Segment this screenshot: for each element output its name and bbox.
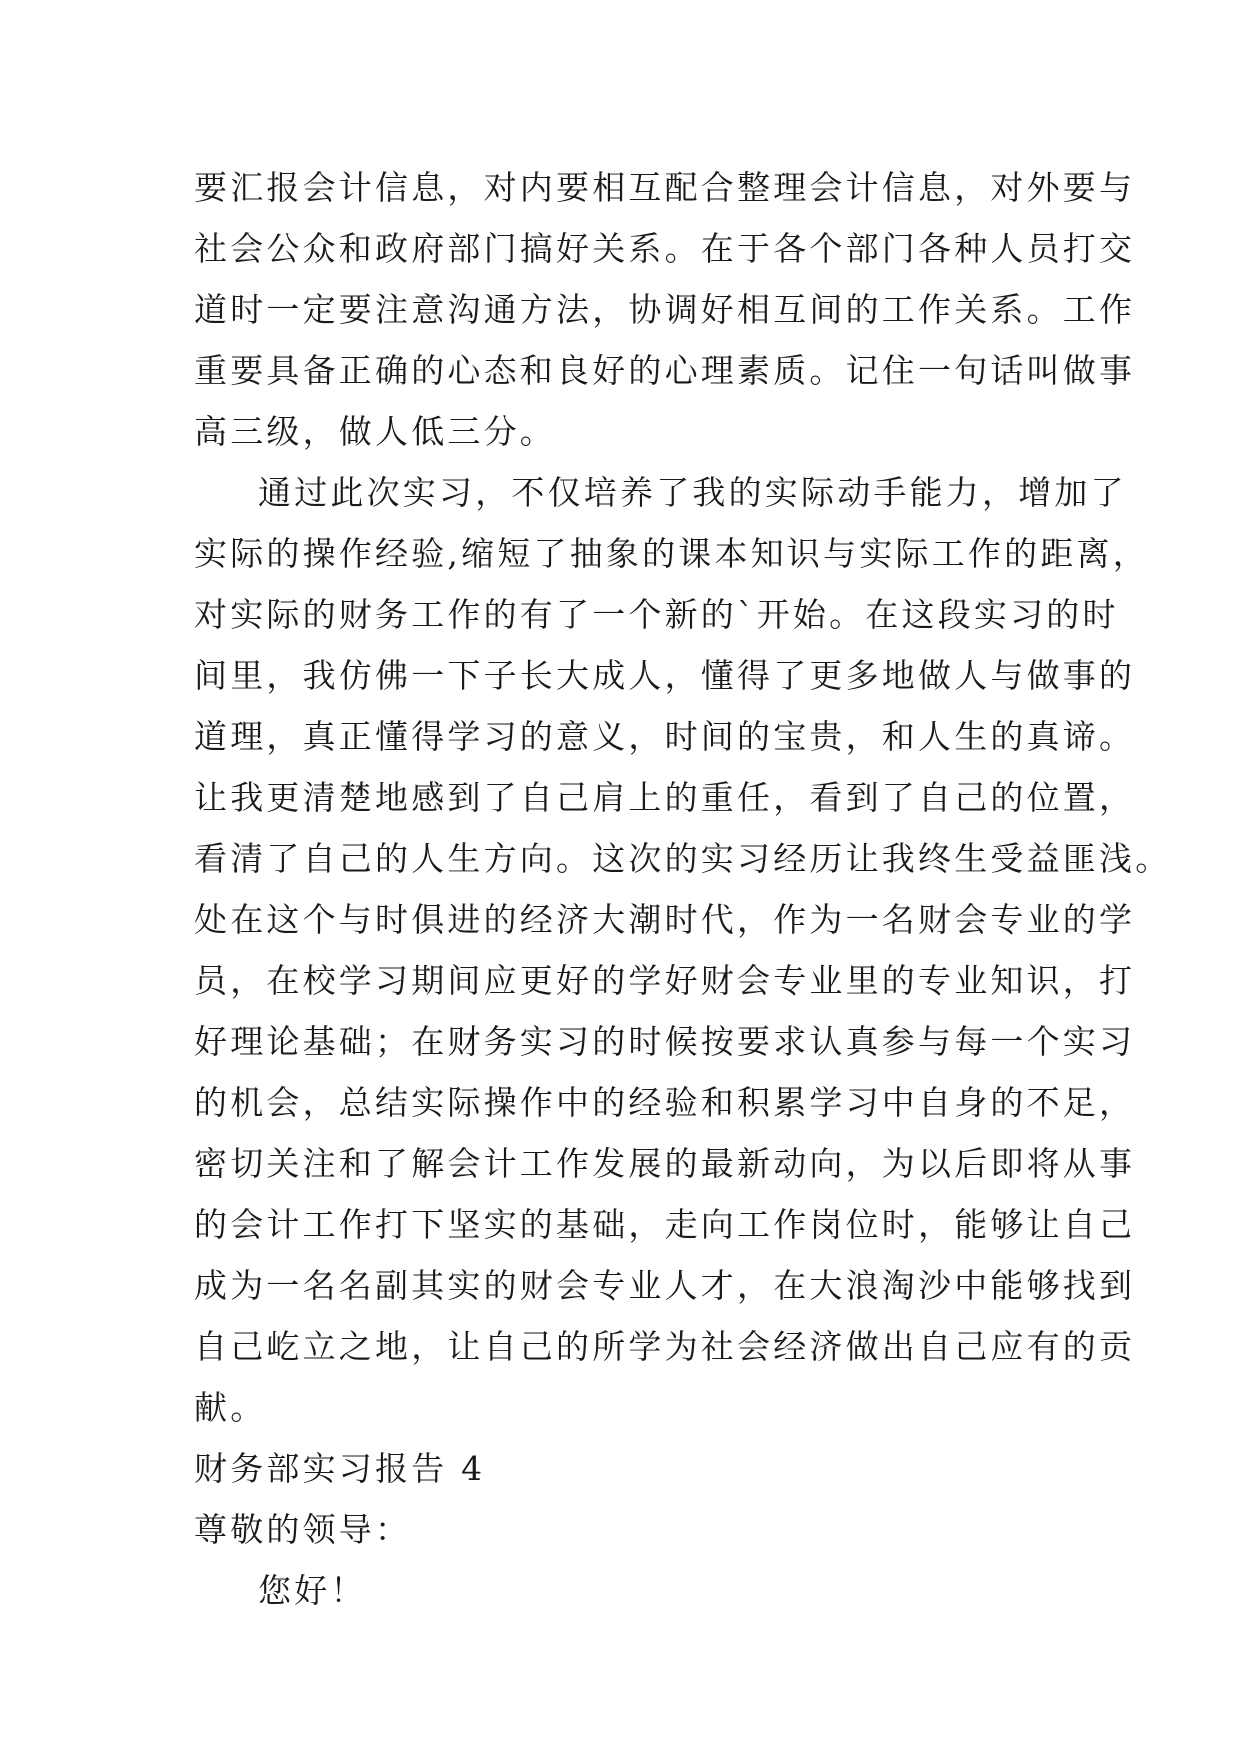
paragraph-line: 通过此次实习，不仅培养了我的实际动手能力，增加了 [258,473,1127,512]
paragraph-line: 重要具备正确的心态和良好的心理素质。记住一句话叫做事 [194,351,1136,390]
paragraph-line: 要汇报会计信息，对内要相互配合整理会计信息，对外要与 [194,168,1136,207]
paragraph-line: 间里，我仿佛一下子长大成人，懂得了更多地做人与做事的 [194,656,1136,695]
paragraph-line: 道时一定要注意沟通方法，协调好相互间的工作关系。工作 [194,290,1136,329]
paragraph-line: 员，在校学习期间应更好的学好财会专业里的专业知识，打 [194,961,1136,1000]
paragraph-line: 道理，真正懂得学习的意义，时间的宝贵，和人生的真谛。 [194,717,1136,756]
paragraph-line: 处在这个与时俱进的经济大潮时代，作为一名财会专业的学 [194,900,1136,939]
paragraph-line: 献。 [194,1388,267,1427]
paragraph-line: 的会计工作打下坚实的基础，走向工作岗位时，能够让自己 [194,1205,1136,1244]
paragraph-line: 自己屹立之地，让自己的所学为社会经济做出自己应有的贡 [194,1327,1136,1366]
paragraph-line: 实际的操作经验,缩短了抽象的课本知识与实际工作的距离， [194,534,1149,573]
paragraph-line: 让我更清楚地感到了自己肩上的重任，看到了自己的位置， [194,778,1136,817]
paragraph-line: 成为一名名副其实的财会专业人才，在大浪淘沙中能够找到 [194,1266,1136,1305]
salutation: 尊敬的领导： [194,1510,412,1549]
greeting: 您好！ [258,1571,367,1610]
paragraph-line: 对实际的财务工作的有了一个新的`开始。在这段实习的时 [194,595,1119,634]
paragraph-line: 的机会，总结实际操作中的经验和积累学习中自身的不足， [194,1083,1136,1122]
paragraph-line: 高三级，做人低三分。 [194,412,556,451]
paragraph-line: 社会公众和政府部门搞好关系。在于各个部门各种人员打交 [194,229,1136,268]
paragraph-line: 好理论基础；在财务实习的时候按要求认真参与每一个实习 [194,1022,1136,1061]
paragraph-line: 看清了自己的人生方向。这次的实习经历让我终生受益匪浅。 [194,839,1172,878]
paragraph-line: 密切关注和了解会计工作发展的最新动向，为以后即将从事 [194,1144,1136,1183]
section-title: 财务部实习报告 4 [194,1449,486,1488]
